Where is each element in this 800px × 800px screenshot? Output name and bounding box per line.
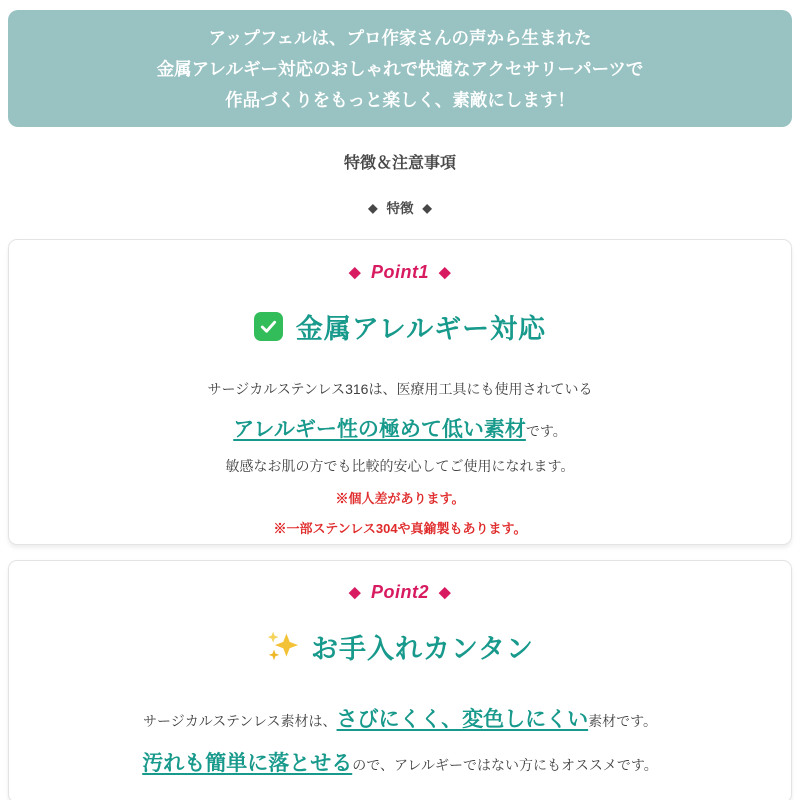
point1-title-row: [9, 309, 791, 343]
page-title: 特徴＆注意事項: [343, 155, 456, 172]
point2-line2-highlight: 汚れも簡単に落とせる: [142, 752, 353, 775]
point1-highlight-line: [9, 413, 791, 443]
point1-note1: ※個人差があります。: [335, 491, 465, 506]
point1-line1: サージカルステンレス316は、医療用工具にも使用されている: [207, 381, 593, 397]
point1-line3: 敏感なお肌の方でも比較的安心してご使用になれます。: [225, 458, 575, 474]
point2-line1-suffix: 素材です。: [588, 713, 658, 729]
section-heading-text: 特徴: [386, 201, 414, 216]
point1-label-text: Point1: [370, 262, 429, 282]
point2-line1-prefix: サージカルステンレス素材は、: [142, 713, 337, 729]
diamond-icon: ◆: [439, 264, 452, 281]
point2-title-row: [9, 629, 791, 663]
point1-note2: ※一部ステンレス304や真鍮製もあります。: [273, 521, 527, 536]
banner-line-2: 金属アレルギー対応のおしゃれで快適なアクセサリーパーツで: [156, 59, 644, 79]
point2-line2: [9, 747, 791, 777]
point2-label: [9, 582, 791, 603]
point2-label-text: Point2: [370, 582, 429, 602]
section-heading: [0, 197, 800, 217]
point1-card: [8, 239, 792, 545]
diamond-icon: ◆: [422, 201, 432, 215]
diamond-icon: ◆: [348, 264, 361, 281]
banner-line-3: 作品づくりをもっと楽しく、素敵にします！: [225, 90, 575, 110]
checkbox-checked-icon: [254, 312, 283, 341]
banner-line-1: アップフェルは、プロ作家さんの声から生まれた: [208, 28, 592, 48]
point2-title: お手入れカンタン: [311, 633, 534, 664]
point2-line2-suffix: ので、アレルギーではない方にもオススメです。: [352, 757, 658, 773]
point1-highlight-suffix: です。: [525, 423, 567, 439]
diamond-icon: ◆: [348, 584, 361, 601]
point1-title: 金属アレルギー対応: [295, 313, 547, 344]
intro-banner: [8, 10, 792, 127]
point2-line1: [9, 703, 791, 733]
point2-line1-highlight: さびにくく、変色しにくい: [336, 708, 589, 731]
diamond-icon: ◆: [368, 201, 378, 215]
point1-label: [9, 262, 791, 283]
sparkles-icon: [266, 630, 298, 662]
diamond-icon: ◆: [439, 584, 452, 601]
point1-highlight-text: アレルギー性の極めて低い素材: [233, 418, 526, 441]
point2-card: [8, 560, 792, 800]
